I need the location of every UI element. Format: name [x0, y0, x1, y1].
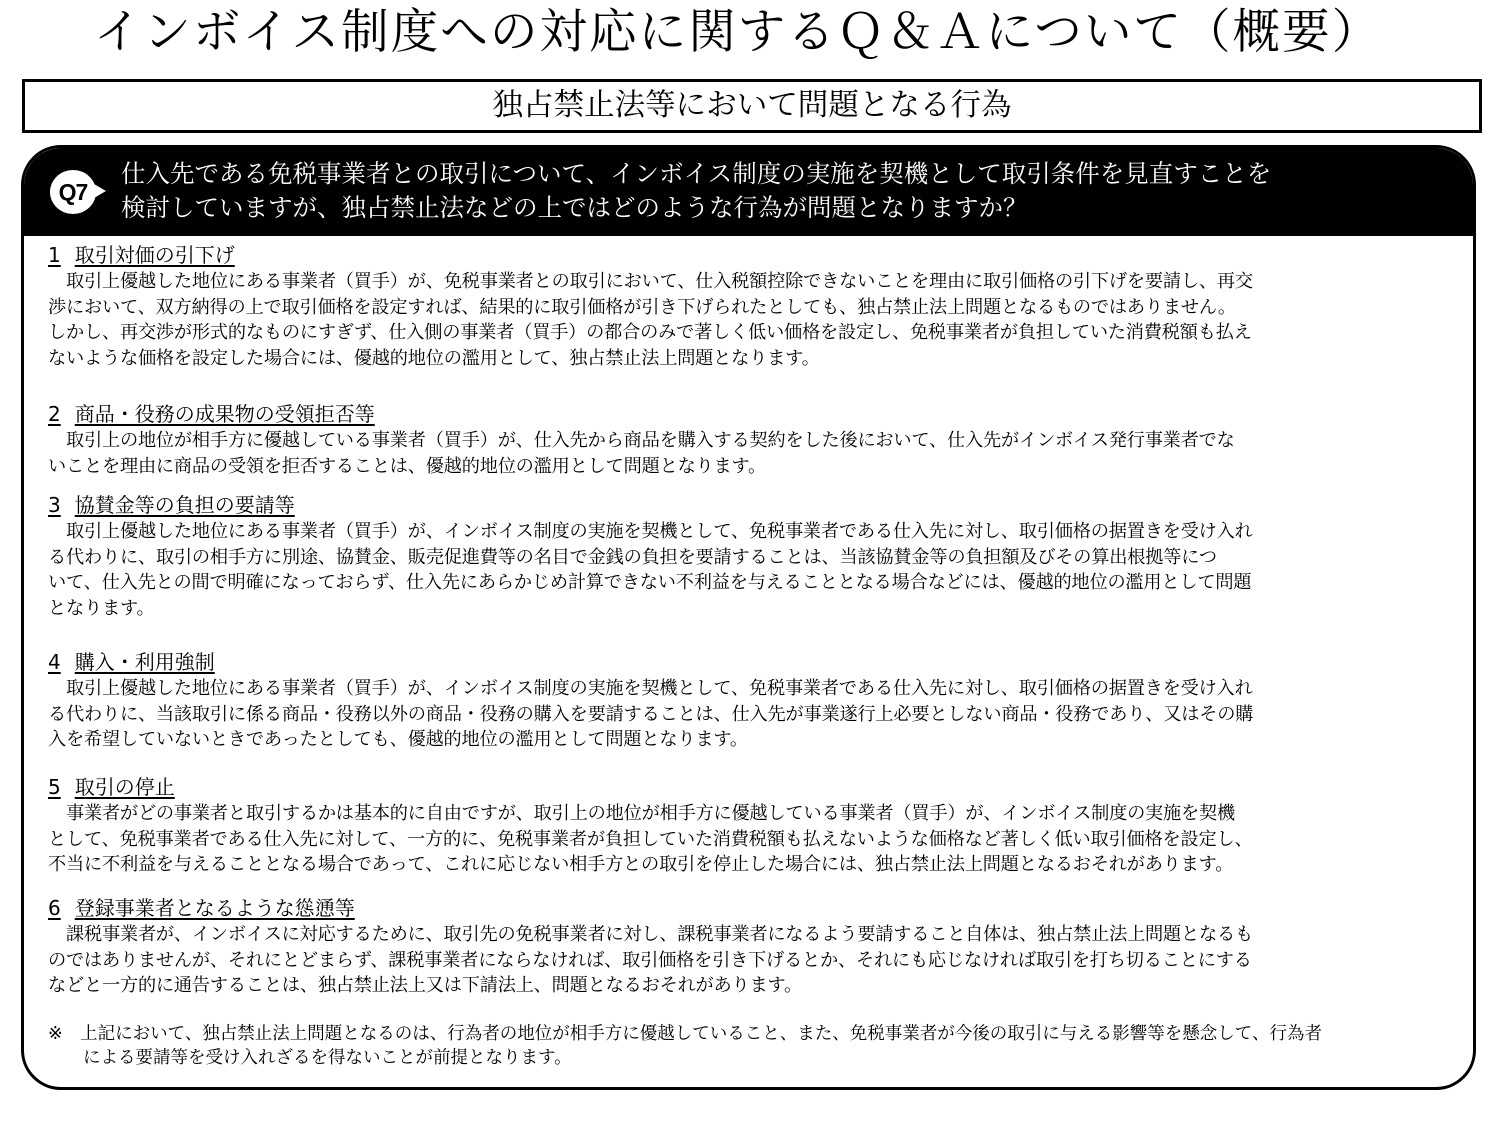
- answer-sections: [48, 242, 1468, 999]
- footnote-line: ※ 上記において、独占禁止法上問題となるのは、行為者の地位が相手方に優越していること、また、免税事業者が今後の取引に与える影響等を懸念して、行為者: [48, 1024, 1322, 1044]
- section-heading: [48, 895, 1468, 922]
- question-line: 仕入先である免税事業者との取引について、インボイス制度の実施を契機として取引条件を見直すことを: [121, 159, 1272, 188]
- answer-section-1: [48, 242, 1468, 401]
- section-body: [48, 801, 1468, 878]
- page-title: インボイス制度への対応に関するＱ＆Ａについて（概要）: [93, 5, 1382, 60]
- section-heading-text: 商品・役務の成果物の受領拒否等: [74, 402, 375, 426]
- body-line: ないような価格を設定した場合には、優越的地位の濫用として、独占禁止法上問題となります。: [48, 347, 820, 369]
- body-line: 取引上の地位が相手方に優越している事業者（買手）が、仕入先から商品を購入する契約をした後において、仕入先がインボイス発行事業者でな: [48, 430, 1235, 451]
- footnote-line: による要請等を受け入れざるを得ないことが前提となります。: [48, 1048, 572, 1068]
- body-line: 事業者がどの事業者と取引するかは基本的に自由ですが、取引上の地位が相手方に優越している事業者（買手）が、インボイス制度の実施を契機: [48, 803, 1235, 824]
- body-line: となります。: [48, 597, 155, 619]
- section-number: 6: [48, 896, 61, 920]
- section-heading-text: 登録事業者となるような慫慂等: [74, 896, 355, 920]
- body-line: 取引上優越した地位にある事業者（買手）が、インボイス制度の実施を契機として、免税事業者である仕入先に対し、取引価格の据置きを受け入れ: [48, 678, 1253, 699]
- body-line: 渉において、双方納得の上で取引価格を設定すれば、結果的に取引価格が引き下げられたとしても、独占禁止法上問題となるものではありません。: [48, 296, 1236, 318]
- body-line: のではありませんが、それにとどまらず、課税事業者にならなければ、取引価格を引き下げるとか、それにも応じなければ取引を打ち切ることにする: [48, 949, 1252, 971]
- body-line: 取引上優越した地位にある事業者（買手）が、免税事業者との取引において、仕入税額控除できないことを理由に取引価格の引下げを要請し、再交: [48, 271, 1253, 292]
- body-line: いて、仕入先との間で明確になっておらず、仕入先にあらかじめ計算できない不利益を与えることとなる場合などには、優越的地位の濫用として問題: [48, 572, 1252, 594]
- section-title-box: 独占禁止法等において問題となる行為: [22, 79, 1482, 133]
- section-number: 4: [48, 650, 61, 674]
- question-line: 検討していますが、独占禁止法などの上ではどのような行為が問題となりますか？: [121, 193, 1028, 222]
- section-number: 5: [48, 775, 61, 799]
- body-line: 取引上優越した地位にある事業者（買手）が、インボイス制度の実施を契機として、免税事業者である仕入先に対し、取引価格の据置きを受け入れ: [48, 521, 1253, 542]
- section-number: 1: [48, 243, 61, 267]
- answer-section-2: [48, 401, 1468, 492]
- body-line: 課税事業者が、インボイスに対応するために、取引先の免税事業者に対し、課税事業者になるよう要請すること自体は、独占禁止法上問題となるも: [48, 924, 1253, 945]
- section-body: [48, 269, 1468, 371]
- section-heading: [48, 774, 1468, 801]
- section-heading-text: 購入・利用強制: [74, 650, 215, 674]
- answer-section-3: [48, 492, 1468, 649]
- question-header: [24, 148, 1473, 236]
- section-body: [48, 922, 1468, 999]
- question-text: [121, 157, 1461, 225]
- section-heading: [48, 492, 1468, 519]
- body-line: る代わりに、当該取引に係る商品・役務以外の商品・役務の購入を要請することは、仕入先が事業遂行上必要としない商品・役務であり、又はその購: [48, 703, 1254, 725]
- body-line: 不当に不利益を与えることとなる場合であって、これに応じない相手方との取引を停止した場合には、独占禁止法上問題となるおそれがあります。: [48, 854, 1234, 876]
- section-heading: [48, 649, 1468, 676]
- section-body: [48, 676, 1468, 753]
- answer-section-5: [48, 774, 1468, 895]
- section-heading: [48, 242, 1468, 269]
- body-line: る代わりに、取引の相手方に別途、協賛金、販売促進費等の名目で金銭の負担を要請することは、当該協賛金等の負担額及びその算出根拠等につ: [48, 546, 1217, 568]
- body-line: として、免税事業者である仕入先に対して、一方的に、免税事業者が負担していた消費税額も払えないような価格など著しく低い取引価格を設定し、: [48, 828, 1253, 850]
- body-line: などと一方的に通告することは、独占禁止法上又は下請法上、問題となるおそれがあります。: [48, 975, 803, 997]
- footnote: [48, 1022, 1468, 1070]
- section-body: [48, 519, 1468, 621]
- section-number: 2: [48, 402, 61, 426]
- question-number: Q7: [58, 179, 88, 205]
- body-line: いことを理由に商品の受領を拒否することは、優越的地位の濫用として問題となります。: [48, 455, 767, 477]
- section-heading-text: 取引対価の引下げ: [74, 243, 235, 267]
- speech-tail-icon: [94, 184, 106, 198]
- qa-panel: [21, 145, 1476, 1090]
- body-line: しかし、再交渉が形式的なものにすぎず、仕入側の事業者（買手）の都合のみで著しく低い価格を設定し、免税事業者が負担していた消費税額も払え: [48, 322, 1252, 344]
- answer-section-6: [48, 895, 1468, 999]
- question-badge: [50, 170, 96, 214]
- section-heading: [48, 401, 1468, 428]
- section-number: 3: [48, 493, 61, 517]
- section-body: [48, 428, 1468, 479]
- body-line: 入を希望していないときであったとしても、優越的地位の濫用として問題となります。: [48, 729, 748, 751]
- answer-section-4: [48, 649, 1468, 774]
- section-heading-text: 協賛金等の負担の要請等: [74, 493, 295, 517]
- section-heading-text: 取引の停止: [74, 775, 175, 799]
